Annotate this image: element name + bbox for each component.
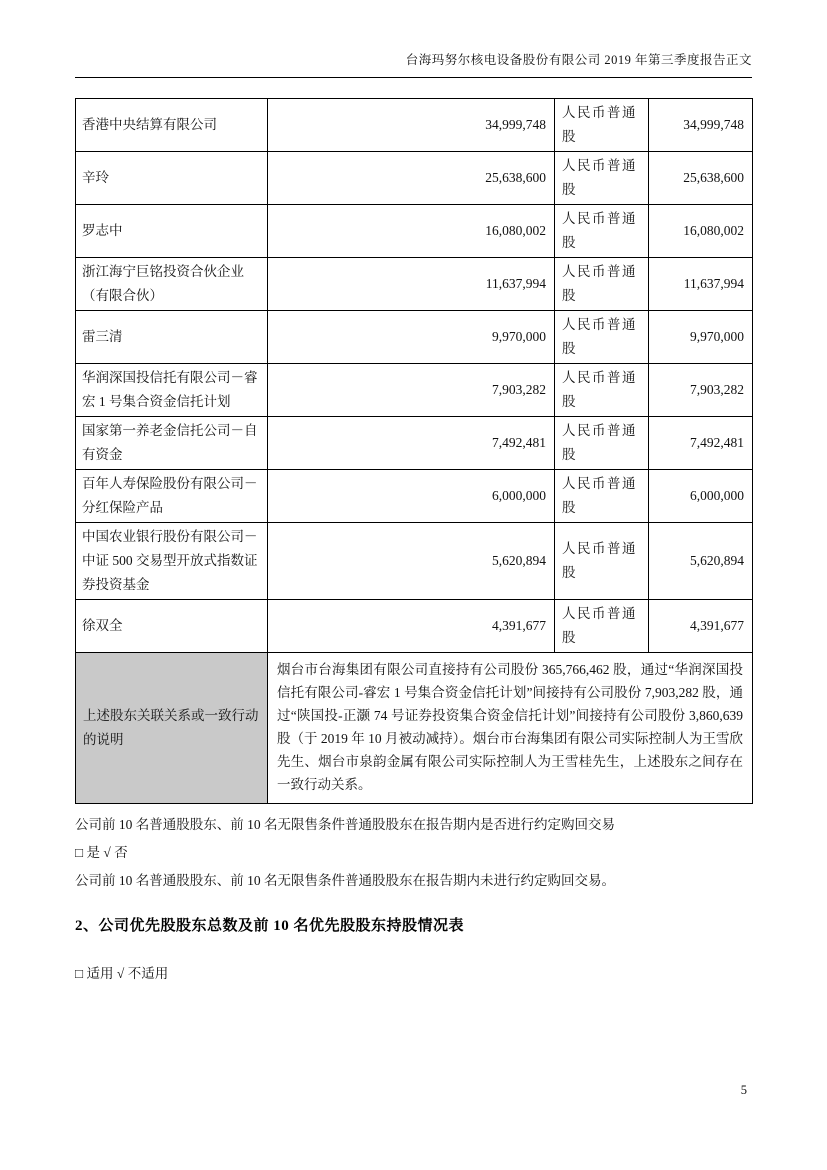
header-rule: [75, 77, 752, 78]
shareholder-name: 辛玲: [76, 152, 268, 205]
unrestricted-shares-held: 6,000,000: [649, 470, 753, 523]
section-heading-preferred-shareholders: 2、公司优先股股东总数及前 10 名优先股股东持股情况表: [75, 918, 465, 934]
shares-held: 25,638,600: [268, 152, 555, 205]
shareholder-name: 浙江海宁巨铭投资合伙企业（有限合伙）: [76, 258, 268, 311]
table-row: [76, 364, 753, 417]
report-header-title: 台海玛努尔核电设备股份有限公司 2019 年第三季度报告正文: [405, 53, 752, 67]
table-row: [76, 523, 753, 600]
repurchase-choice: □ 是 √ 否: [75, 845, 128, 860]
shares-held: 16,080,002: [268, 205, 555, 258]
table-row: [76, 152, 753, 205]
note-text-cell: 烟台市台海集团有限公司直接持有公司股份 365,766,462 股，通过“华润深国投信托有限公司-睿宏 1 号集合资金信托计划”间接持有公司股份 7,903,282 股，通过“陕国投-正灏 74 号证券投资集合资金信托计划”间接持有公司股份 3,860,639 股（于 2019 年 10 月被动减持）。烟台市台海集团有限公司实际控制人为王雪欣先生、烟台市泉韵金属有限公司实际控制人为王雪桂先生，上述股东之间存在一致行动关系。: [268, 653, 753, 804]
shares-held: 5,620,894: [268, 523, 555, 600]
unrestricted-shares-held: 9,970,000: [649, 311, 753, 364]
unrestricted-shares-held: 4,391,677: [649, 600, 753, 653]
shareholder-name: 香港中央结算有限公司: [76, 99, 268, 152]
repurchase-question: 公司前 10 名普通股股东、前 10 名无限售条件普通股股东在报告期内是否进行约定购回交易: [75, 817, 615, 832]
table-row: [76, 99, 753, 152]
applicable-choice: □ 适用 √ 不适用: [75, 966, 169, 981]
note-row: [76, 653, 753, 804]
table-row: [76, 600, 753, 653]
shares-held: 34,999,748: [268, 99, 555, 152]
unrestricted-shares-held: 11,637,994: [649, 258, 753, 311]
note-tbody: [76, 653, 753, 804]
share-type: 人民币普通股: [555, 205, 649, 258]
shareholders-table: [75, 98, 753, 804]
share-type: 人民币普通股: [555, 417, 649, 470]
table-row: [76, 417, 753, 470]
table-row: [76, 311, 753, 364]
share-type: 人民币普通股: [555, 364, 649, 417]
note-label-cell: 上述股东关联关系或一致行动的说明: [76, 653, 268, 804]
share-type: 人民币普通股: [555, 99, 649, 152]
page-number: 5: [740, 1083, 747, 1097]
page-content: [75, 0, 752, 983]
unrestricted-shares-held: 7,903,282: [649, 364, 753, 417]
share-type: 人民币普通股: [555, 258, 649, 311]
shares-held: 9,970,000: [268, 311, 555, 364]
shares-held: 7,903,282: [268, 364, 555, 417]
unrestricted-shares-held: 5,620,894: [649, 523, 753, 600]
shareholder-name: 罗志中: [76, 205, 268, 258]
shareholder-name: 国家第一养老金信托公司－自有资金: [76, 417, 268, 470]
share-type: 人民币普通股: [555, 470, 649, 523]
shares-held: 4,391,677: [268, 600, 555, 653]
shareholder-name: 徐双全: [76, 600, 268, 653]
shareholder-name: 百年人寿保险股份有限公司－分红保险产品: [76, 470, 268, 523]
shares-held: 7,492,481: [268, 417, 555, 470]
shares-held: 6,000,000: [268, 470, 555, 523]
shareholders-tbody: [76, 99, 753, 653]
unrestricted-shares-held: 25,638,600: [649, 152, 753, 205]
share-type: 人民币普通股: [555, 600, 649, 653]
share-type: 人民币普通股: [555, 523, 649, 600]
table-row: [76, 205, 753, 258]
unrestricted-shares-held: 34,999,748: [649, 99, 753, 152]
shareholder-name: 华润深国投信托有限公司－睿宏 1 号集合资金信托计划: [76, 364, 268, 417]
shareholder-name: 雷三清: [76, 311, 268, 364]
table-row: [76, 258, 753, 311]
shares-held: 11,637,994: [268, 258, 555, 311]
shareholder-name: 中国农业银行股份有限公司－中证 500 交易型开放式指数证券投资基金: [76, 523, 268, 600]
unrestricted-shares-held: 7,492,481: [649, 417, 753, 470]
repurchase-statement: 公司前 10 名普通股股东、前 10 名无限售条件普通股股东在报告期内未进行约定购回交易。: [75, 873, 615, 888]
share-type: 人民币普通股: [555, 152, 649, 205]
share-type: 人民币普通股: [555, 311, 649, 364]
unrestricted-shares-held: 16,080,002: [649, 205, 753, 258]
table-row: [76, 470, 753, 523]
